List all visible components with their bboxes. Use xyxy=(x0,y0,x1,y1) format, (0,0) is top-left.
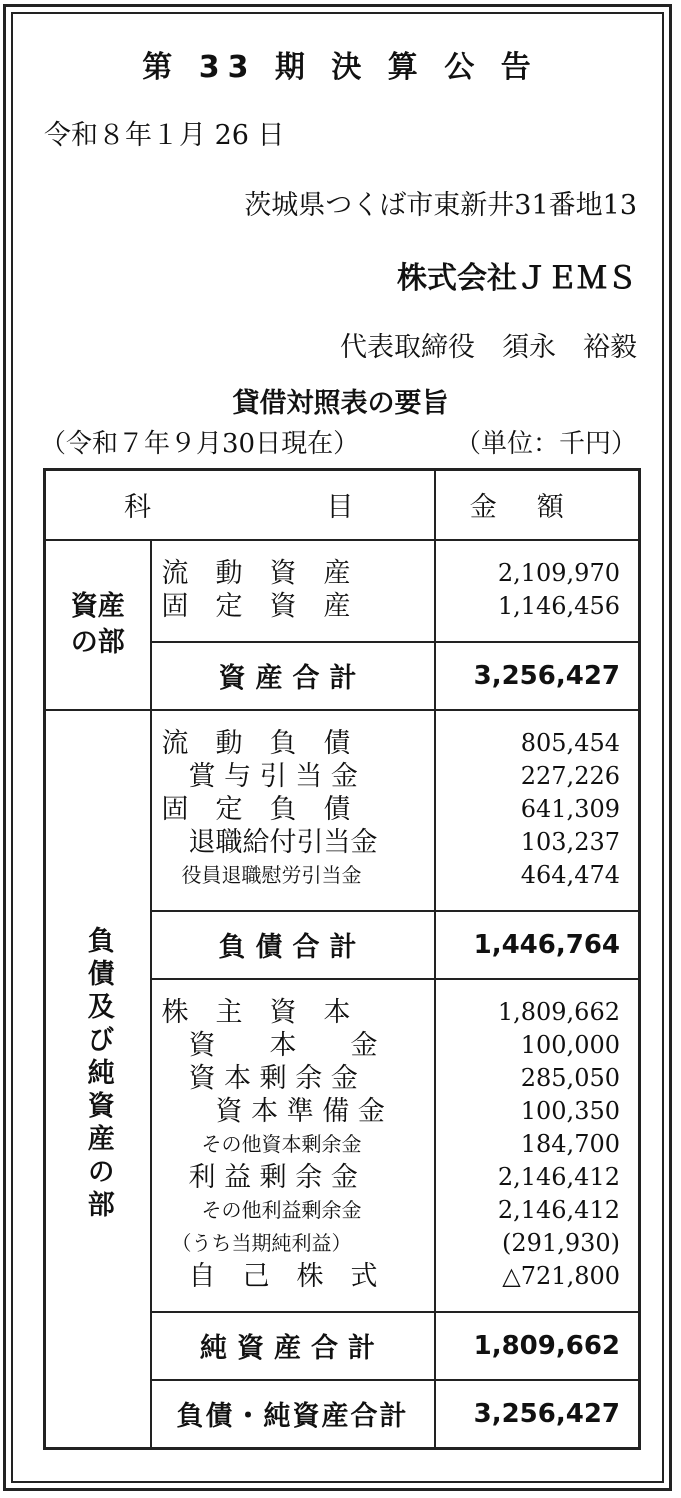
equity-items xyxy=(151,979,435,1312)
amount-value: 2,146,412 xyxy=(497,1195,620,1224)
assets-amounts xyxy=(435,540,640,642)
assets-total-value: 3,256,427 xyxy=(435,642,640,710)
assets-items-row xyxy=(45,540,640,642)
list-item: 資 本 剰 余 金 xyxy=(161,1062,358,1094)
amount-value: 1,146,456 xyxy=(497,591,620,620)
balance-sheet-title: 貸借対照表の要旨 xyxy=(232,388,449,419)
assets-section-label xyxy=(45,540,151,710)
equity-amounts xyxy=(435,979,640,1312)
subject-header-right: 目 xyxy=(326,492,354,524)
list-item: その他資本剰余金 xyxy=(161,1131,362,1156)
liab-equity-section-label xyxy=(45,710,151,1449)
list-item: 流 動 資 産 xyxy=(161,557,351,589)
header-row xyxy=(45,470,640,540)
amount-header: 金額 xyxy=(435,470,640,540)
equity-total-value: 1,809,662 xyxy=(435,1312,640,1380)
assets-label xyxy=(63,589,133,661)
list-item: 固 定 負 債 xyxy=(161,793,351,825)
subject-header xyxy=(45,470,435,540)
amount-value: 464,474 xyxy=(520,860,620,889)
company-name: 株式会社ＪＥＭＳ xyxy=(397,261,637,296)
amount-value: 100,350 xyxy=(520,1096,620,1125)
liabilities-items xyxy=(151,710,435,911)
list-item: 役員退職慰労引当金 xyxy=(161,862,362,887)
company-address: 茨城県つくば市東新井31番地13 xyxy=(244,190,637,221)
list-item: 退職給付引当金 xyxy=(161,826,378,858)
amount-value: 805,454 xyxy=(520,728,620,757)
liab-equity-label: 負債及び純資産の部 xyxy=(82,925,114,1223)
list-item: その他利益剰余金 xyxy=(161,1197,362,1222)
unit-label: （単位：千円） xyxy=(454,429,637,459)
notice-title: 第 33 期 決 算 公 告 xyxy=(142,50,539,85)
balance-sheet-table xyxy=(43,468,641,1450)
list-item: 流 動 負 債 xyxy=(161,727,351,759)
list-item: 自 己 株 式 xyxy=(161,1260,378,1292)
amount-value: 227,226 xyxy=(520,761,620,790)
equity-total-label: 純資産合計 xyxy=(151,1312,435,1380)
liabilities-total-value: 1,446,764 xyxy=(435,911,640,979)
liabilities-total-label: 負債合計 xyxy=(151,911,435,979)
representative: 代表取締役 須永 裕毅 xyxy=(340,332,637,363)
as-of-date: （令和７年９月30日現在） xyxy=(40,429,360,459)
liabilities-items-row xyxy=(45,710,640,911)
list-item: 固 定 資 産 xyxy=(161,590,351,622)
list-item: 資 本 準 備 金 xyxy=(161,1095,385,1127)
grand-total-value: 3,256,427 xyxy=(435,1380,640,1449)
amount-value: 100,000 xyxy=(520,1030,620,1059)
list-item: （うち当期純利益） xyxy=(161,1230,352,1255)
list-item: 資 本 金 xyxy=(161,1029,378,1061)
amount-value: (291,930) xyxy=(502,1228,620,1257)
assets-label-text: 資産の部 xyxy=(70,590,125,658)
amount-value: 184,700 xyxy=(520,1129,620,1158)
amount-value: 641,309 xyxy=(520,794,620,823)
assets-total-label: 資産合計 xyxy=(151,642,435,710)
amount-value: 1,809,662 xyxy=(497,997,620,1026)
amount-value: 285,050 xyxy=(520,1063,620,1092)
list-item: 株 主 資 本 xyxy=(161,996,351,1028)
liabilities-amounts xyxy=(435,710,640,911)
amount-value: 103,237 xyxy=(520,827,620,856)
amount-value: 2,146,412 xyxy=(497,1162,620,1191)
assets-items xyxy=(151,540,435,642)
amount-value: △721,800 xyxy=(502,1261,620,1290)
list-item: 賞 与 引 当 金 xyxy=(161,760,358,792)
subject-header-left: 科 xyxy=(124,492,151,524)
grand-total-label: 負債・純資産合計 xyxy=(151,1380,435,1449)
list-item: 利 益 剰 余 金 xyxy=(161,1161,358,1193)
amount-value: 2,109,970 xyxy=(497,558,620,587)
notice-date: 令和８年１月 26 日 xyxy=(44,120,285,151)
